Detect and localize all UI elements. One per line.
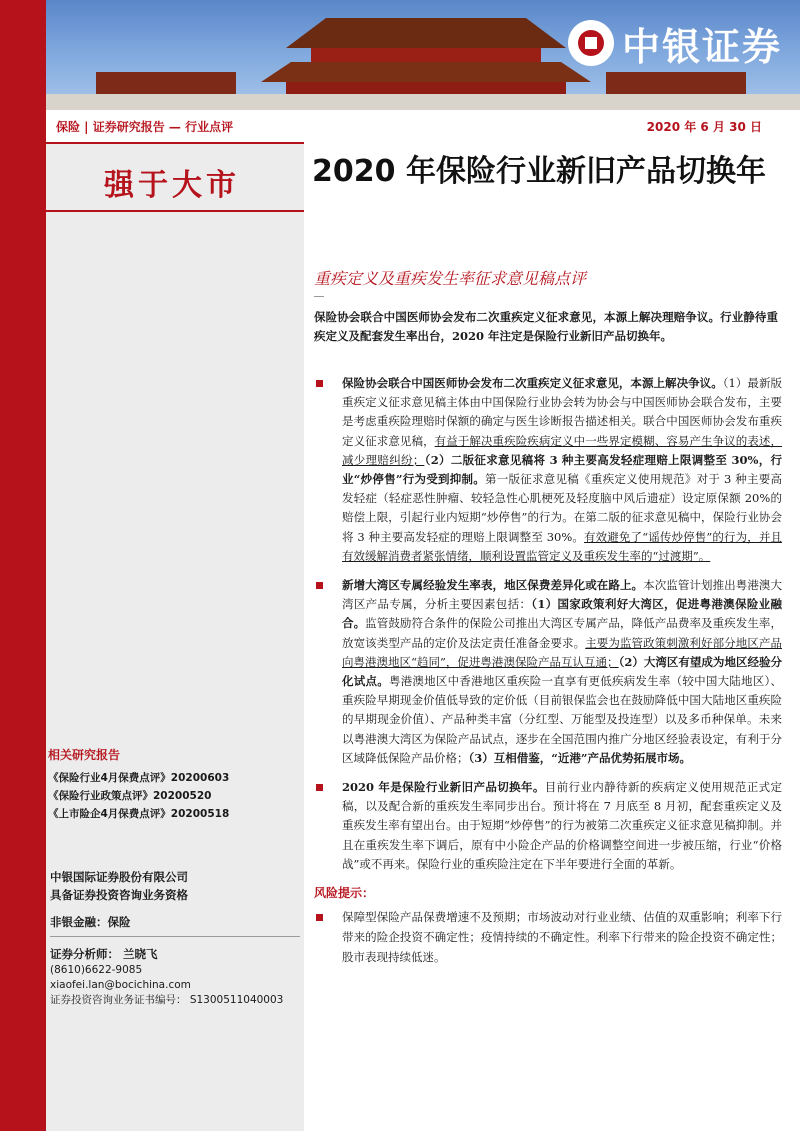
report-meta-row: [46, 112, 800, 140]
divider: [314, 296, 324, 297]
key-point-text: （1）最新版重疾定义征求意见稿主体由中国保险行业协会转为协会与中国医师协会联合发布，主要是考虑重疾险理赔时保额的确定与医生诊断报告描述相关。联合中国医师协会发布重疾定义征求意见稿，: [342, 376, 782, 448]
key-point-underlined: 有效避免了“谣传炒停售”的行为，并且有效缓解消费者紧张情绪，顺利设置监管定义及重疾发生率的“过渡期”。: [342, 529, 782, 563]
analyst-name: 证券分析师： 兰晓飞: [50, 947, 158, 961]
palace-side-building-left: [96, 72, 236, 96]
key-point-underlined: 有益于解决重疾险疾病定义中一些界定模糊、容易产生争议的表述，减少理赔纠纷；: [342, 433, 783, 467]
palace-roof-upper: [286, 18, 566, 48]
related-reports: [48, 746, 298, 823]
related-report-item[interactable]: 《保险行业政策点评》20200520: [48, 790, 212, 802]
key-point-bold: （2）大湾区有望成为地区经验分化试点。: [342, 654, 782, 689]
key-point-2: [312, 576, 782, 768]
palace-terrace: [46, 94, 800, 110]
key-point-text: 粤港澳地区中香港地区重疾险一直享有更低疾病发生率（较中国大陆地区）、重疾险早期现金价值低导致的定价低（目前银保监会也在鼓励降低中国大陆地区重疾险的早期现金价值）、产品种类丰富（分红型、万能型及投连型）以及多币种保单。未来以粤港澳大湾区为保险产品试点，逐步在全国范围内推广分地区经验表设定，有利于分区域降低保险产品价格；: [342, 674, 783, 765]
sidebar: [46, 142, 304, 1131]
bullet-square-icon: [316, 784, 323, 791]
report-title: 2020 年保险行业新旧产品切换年: [312, 154, 766, 189]
firm-info: [50, 868, 300, 1008]
logo-text: 中银证券: [621, 24, 782, 69]
key-point-text: 监管鼓励符合条件的保险公司推出大湾区专属产品，降低产品费率及重疾发生率，放宽该类型产品的定价及法定责任准备金要求。: [342, 616, 783, 650]
report-date: 2020 年 6 月 30 日: [646, 120, 762, 134]
boc-coin-icon: [568, 20, 614, 66]
risk-text: 保障型保险产品保费增速不及预期；市场波动对行业业绩、估值的双重影响；利率下行带来的险企投资不确定性；疫情持续的不确定性。利率下行带来的险企投资不确定性；股市表现持续低迷。: [342, 910, 782, 965]
key-points: [312, 374, 782, 967]
key-point-lead: 保险协会联合中国医师协会发布二次重疾定义征求意见，本源上解决争议。: [342, 376, 723, 390]
firm-name: 中银国际证券股份有限公司: [50, 870, 188, 884]
key-point-bold: （1）国家政策利好大湾区，促进粤港澳保险业融合。: [342, 597, 782, 631]
related-report-item[interactable]: 《保险行业4月保费点评》20200603: [48, 772, 230, 784]
risk-header: 风险提示：: [314, 886, 375, 901]
key-point-lead: 2020 年是保险行业新旧产品切换年。: [342, 780, 545, 795]
report-summary: 保险协会联合中国医师协会发布二次重疾定义征求意见，本源上解决理赔争议。行业静待重疾定义及配套发生率出台，2020 年注定是保险行业新旧产品切换年。: [314, 310, 778, 343]
key-point-lead: 新增大湾区专属经验发生率表，地区保费差异化或在路上。: [342, 578, 644, 593]
firm-qualification: 具备证券投资咨询业务资格: [50, 888, 188, 902]
palace-roof-lower: [261, 62, 591, 82]
related-report-item[interactable]: 《上市险企4月保费点评》20200518: [48, 808, 230, 820]
risk-item: [312, 907, 782, 967]
key-point-text: 目前行业内静待新的疾病定义使用规范正式定稿，以及配合新的重疾发生率同步出台。预计将在 7 月底至 8 月初，配套重疾定义及重疾发生率有望出台。由于短期“炒停售”的行为被第二次重疾定义征求意见稿抑制。并且在重疾发生率下调后，原有中小险企产品的价格调整空间进一步被压缩，行业“价格战”或不再来。保险行业的重疾险注定在下半年要进行全面的革新。: [342, 780, 783, 871]
key-point-3: [312, 778, 782, 874]
key-point-underlined: 主要为监管政策刺激利好部分地区产品向粤港澳地区“趋同”，促进粤港澳保险产品互认互通；: [342, 635, 782, 669]
key-point-bold: （3）互相借鉴，“近港”产品优势拓展市场。: [468, 750, 691, 765]
left-brand-bar: [0, 0, 46, 1131]
analyst-phone: (8610)6622-9085: [50, 964, 143, 976]
palace-side-building-right: [606, 72, 746, 96]
key-point-text: 第一版征求意见稿《重疾定义使用规范》对于 3 种主要高发轻症（轻症恶性肿瘤、较轻急性心肌梗死及轻度脑中风后遗症）设定原保额 20%的赔偿上限，引起行业内短期“炒停售”的行为。在第二版的征求意见稿中，保险行业协会将 3 种主要高发轻症的理赔上限调整至 30%。: [342, 472, 782, 544]
related-reports-header: 相关研究报告: [48, 748, 121, 762]
breadcrumb: 保险 | 证券研究报告 — 行业点评: [56, 120, 234, 134]
bullet-square-icon: [316, 582, 323, 589]
key-point-1: [312, 374, 782, 566]
analyst-license: 证券投资咨询业务证书编号： S1300511040003: [50, 994, 284, 1006]
company-logo: [568, 14, 782, 72]
rating-box: [46, 142, 304, 212]
header-banner-image: [46, 0, 800, 110]
analyst-email[interactable]: xiaofei.lan@bocichina.com: [50, 979, 191, 991]
bullet-square-icon: [316, 380, 323, 387]
report-subtitle: 重疾定义及重疾发生率征求意见稿点评: [314, 269, 587, 288]
key-point-bold: （2）二版征求意见稿将 3 种主要高发轻症理赔上限调整至 30%，行业“炒停售”行为受到抑制。: [342, 452, 783, 487]
bullet-square-icon: [316, 914, 323, 921]
sector-label: 非银金融：保险: [50, 914, 300, 937]
rating-label: 强于大市: [104, 168, 240, 203]
key-point-text: 本次监管计划推出粤港澳大湾区产品专属，分析主要因素包括：: [342, 578, 783, 612]
